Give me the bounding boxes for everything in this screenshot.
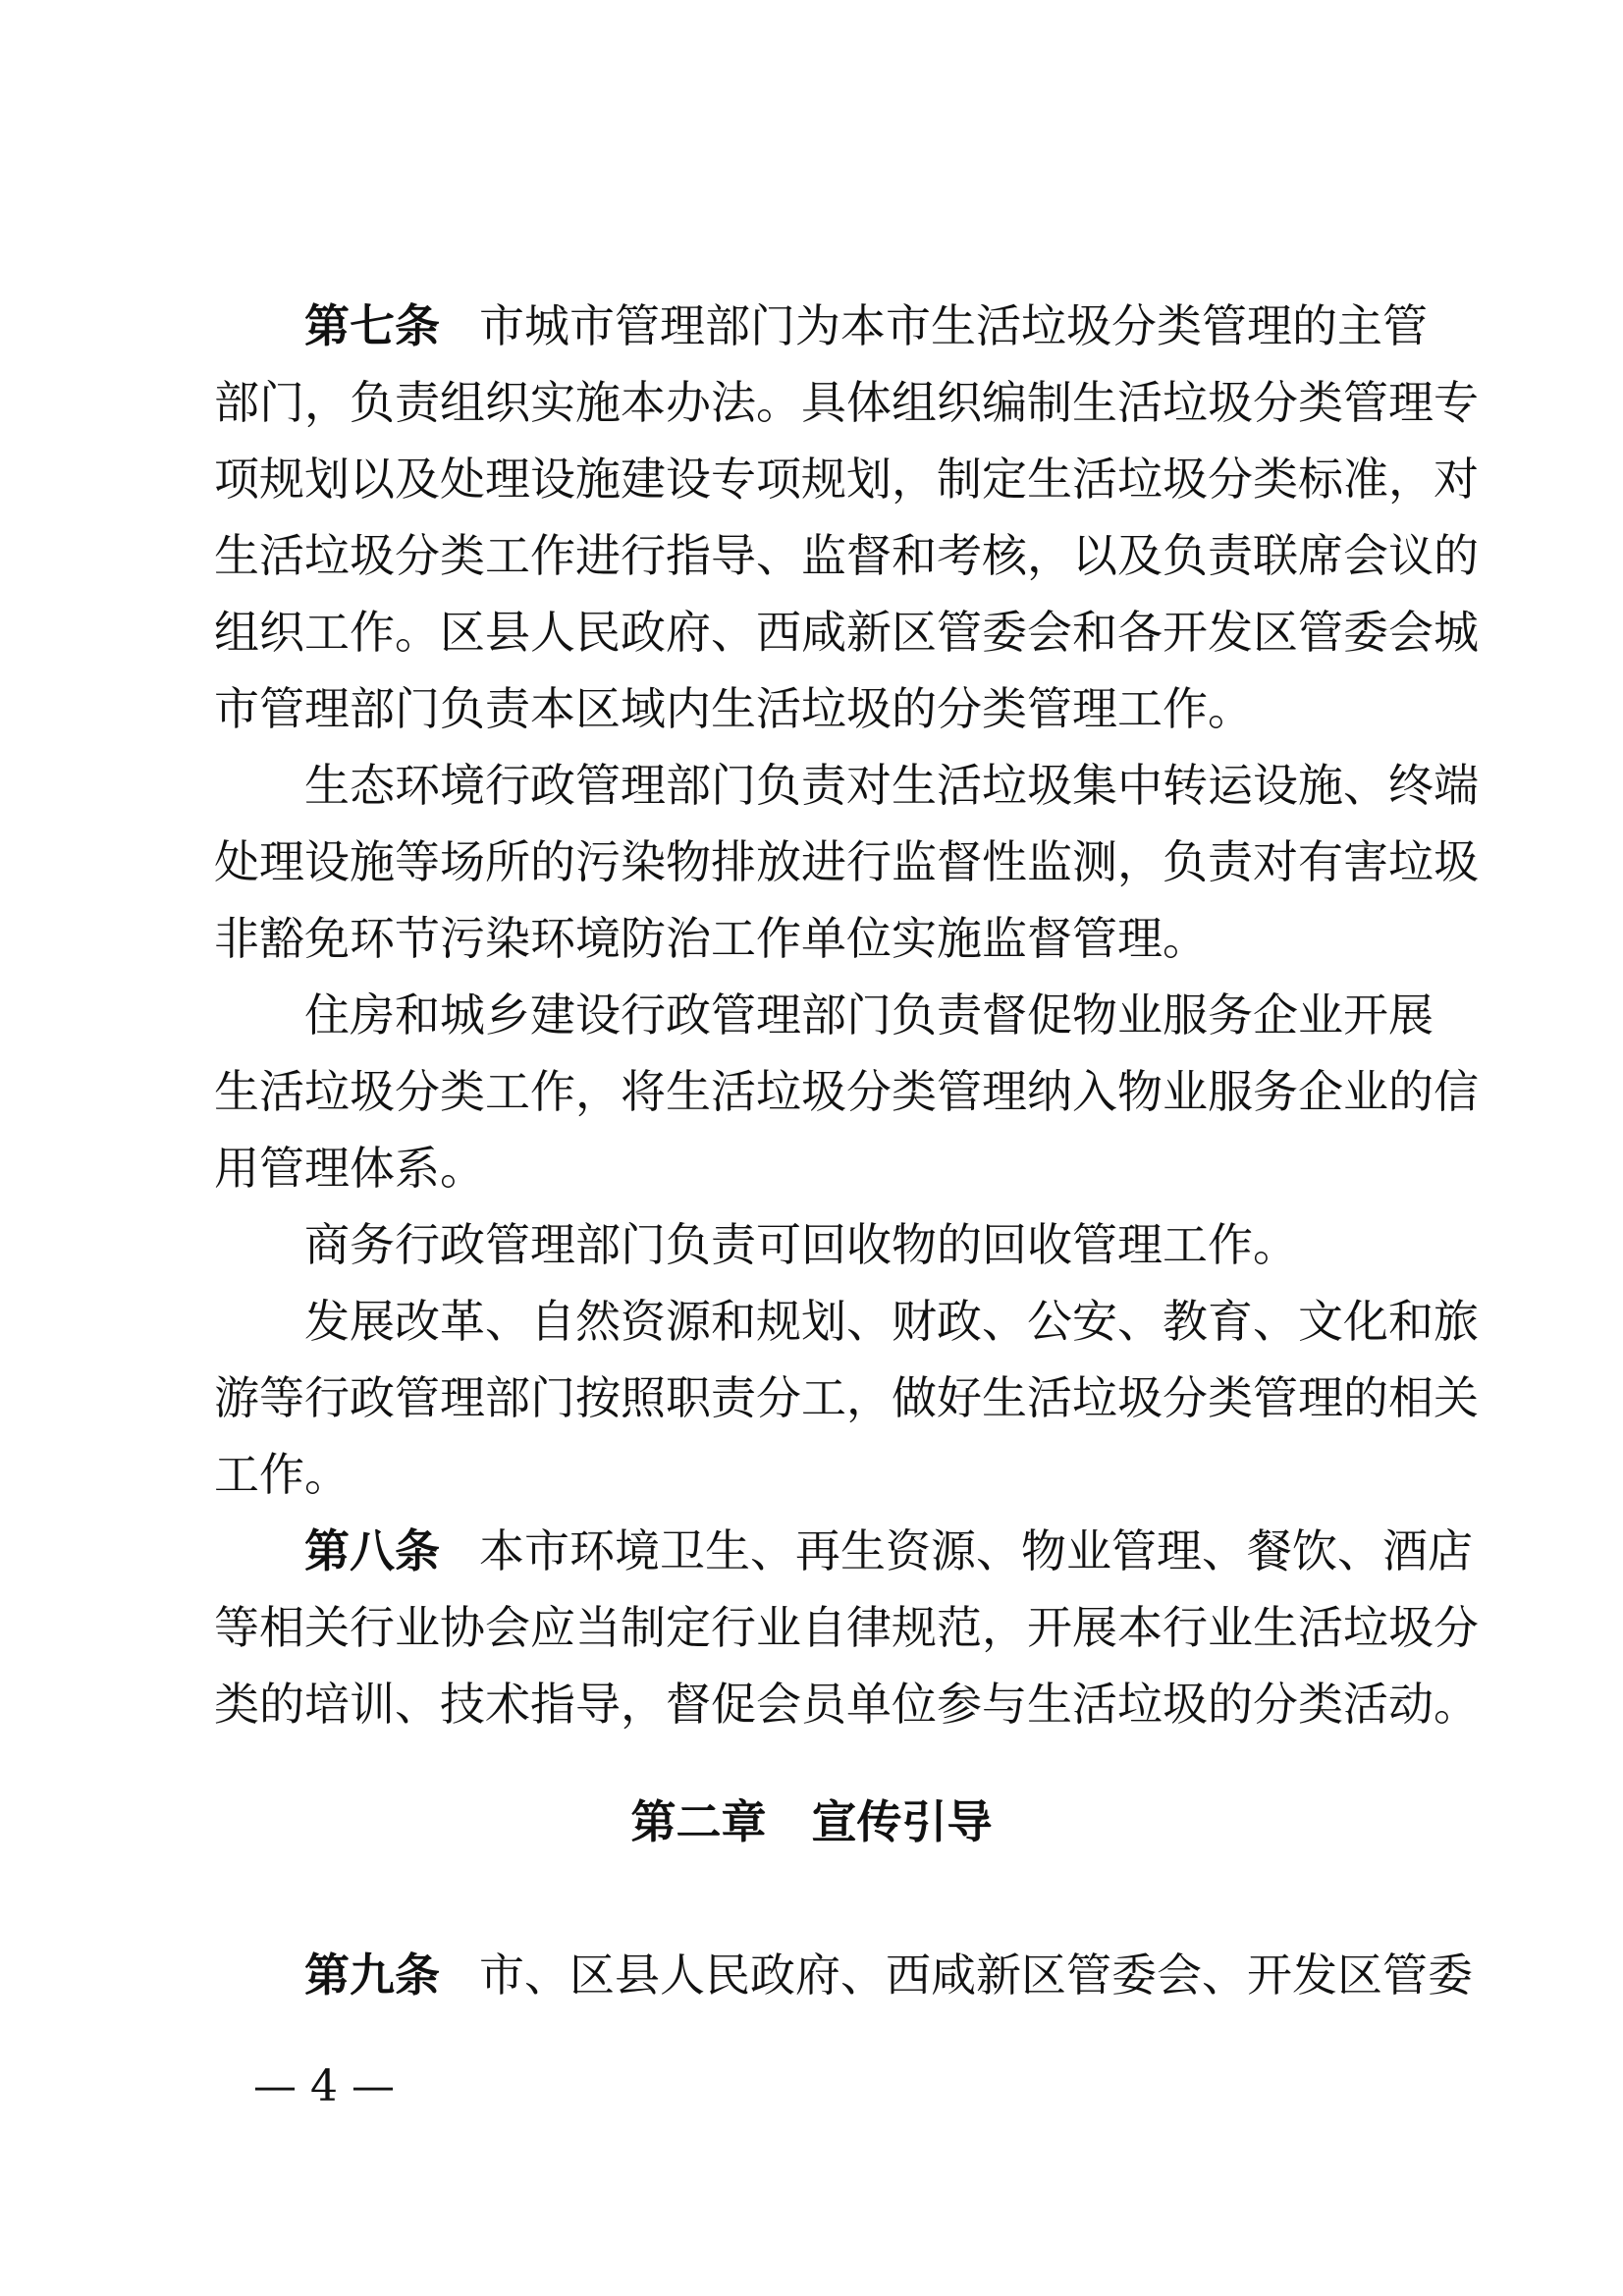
page-number: — 4 — (253, 2061, 395, 2111)
article-7-line-5: 组织工作。区县人民政府、西咸新区管委会和各开发区管委会城 (214, 606, 1479, 659)
article-7-line-4: 生活垃圾分类工作进行指导、监督和考核，以及负责联席会议的 (214, 529, 1479, 582)
article-7-para3-line-3: 用管理体系。 (214, 1142, 485, 1195)
article-7-para5-line-2: 游等行政管理部门按照职责分工，做好生活垃圾分类管理的相关 (214, 1371, 1479, 1424)
article-7-heading: 第七条 (304, 299, 440, 352)
chapter-number: 第二章 (630, 1795, 767, 1848)
article-7-text: 市城市管理部门为本市生活垃圾分类管理的主管 (479, 299, 1428, 352)
article-7-line-6: 市管理部门负责本区域内生活垃圾的分类管理工作。 (214, 682, 1253, 735)
article-9-line-1 (304, 1946, 1473, 2004)
article-7-para3-line-1: 住房和城乡建设行政管理部门负责督促物业服务企业开展 (304, 988, 1434, 1041)
article-9-text: 市、区县人民政府、西咸新区管委会、开发区管委 (479, 1949, 1473, 2002)
article-8-line-1 (304, 1522, 1473, 1580)
article-9-heading: 第九条 (304, 1949, 440, 2002)
article-7-line-3: 项规划以及处理设施建设专项规划，制定生活垃圾分类标准，对 (214, 453, 1479, 506)
article-7-line-2: 部门，负责组织实施本办法。具体组织编制生活垃圾分类管理专 (214, 376, 1479, 429)
article-7-para4-line-1: 商务行政管理部门负责可回收物的回收管理工作。 (304, 1218, 1298, 1271)
article-7-para5-line-3: 工作。 (214, 1448, 350, 1501)
article-7-para3-line-2: 生活垃圾分类工作，将生活垃圾分类管理纳入物业服务企业的信 (214, 1065, 1479, 1118)
article-7-para5-line-1: 发展改革、自然资源和规划、财政、公安、教育、文化和旅 (304, 1295, 1479, 1348)
chapter-heading (0, 1792, 1623, 1851)
article-7-para2-line-3: 非豁免环节污染环境防治工作单位实施监督管理。 (214, 912, 1208, 965)
article-8-heading: 第八条 (304, 1524, 440, 1577)
article-8-line-3: 类的培训、技术指导，督促会员单位参与生活垃圾的分类活动。 (214, 1678, 1479, 1731)
article-7-para2-line-1: 生态环境行政管理部门负责对生活垃圾集中转运设施、终端 (304, 759, 1479, 812)
article-7-line-1 (304, 296, 1428, 355)
chapter-title: 宣传引导 (811, 1795, 993, 1848)
article-8-text: 本市环境卫生、再生资源、物业管理、餐饮、酒店 (479, 1524, 1473, 1577)
article-7-para2-line-2: 处理设施等场所的污染物排放进行监督性监测，负责对有害垃圾 (214, 835, 1479, 888)
article-8-line-2: 等相关行业协会应当制定行业自律规范，开展本行业生活垃圾分 (214, 1601, 1479, 1654)
